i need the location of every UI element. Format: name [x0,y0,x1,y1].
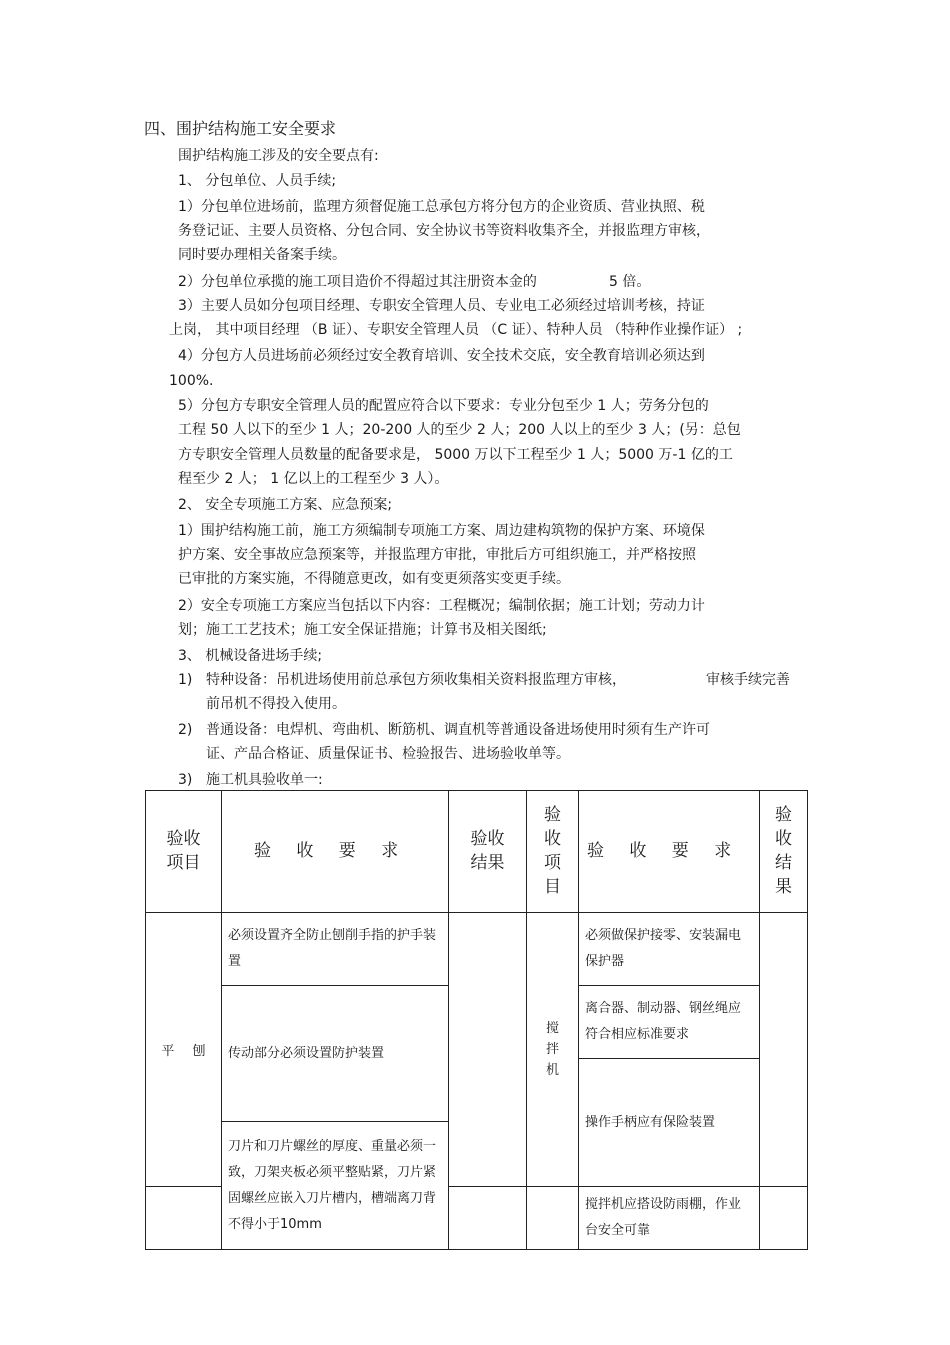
item1-p5-line: 5）分包方专职安全管理人员的配置应符合以下要求：专业分包至少 1 人；劳务分包的 [178,398,709,414]
item2-p1-line: 护方案、安全事故应急预案等，并报监理方审批，审批后方可组织施工，并严格按照 [178,547,696,563]
header-item-2: 验收项目 [527,791,579,913]
item1-p1-line: 同时要办理相关备案手续。 [178,247,346,263]
planer-result [449,913,527,1187]
header-requirement-2: 验 收 要 求 [579,791,760,913]
item1-p4-line: 4）分包方人员进场前必须经过安全教育培训、安全技术交底，安全教育培训必须达到 [178,348,705,364]
header-result-2: 验收结果 [760,791,808,913]
item3-p1-text-tail: 审核手续完善 [706,672,790,688]
header-result: 验收结果 [449,791,527,913]
item1-p2-multiple: 5 倍。 [609,274,651,290]
item3-p2-text-cont: 证、产品合格证、质量保证书、检验报告、进场验收单等。 [206,746,570,762]
item1-p2-text: 2）分包单位承揽的施工项目造价不得超过其注册资本金的 [178,274,537,290]
planer-requirement: 传动部分必须设置防护装置 [222,986,449,1122]
item1-p4-line: 100%. [169,373,214,389]
item3-p1-text-cont: 前吊机不得投入使用。 [206,696,346,712]
item1-p5-line: 程至少 2 人； 1 亿以上的工程至少 3 人）。 [178,471,449,487]
item1-p3-line: 3）主要人员如分包项目经理、专职安全管理人员、专业电工必须经过培训考核，持证 [178,298,705,314]
table-row [146,913,808,986]
item2-title: 2、 安全专项施工方案、应急预案; [178,497,393,513]
item1-p1-line: 1）分包单位进场前，监理方须督促施工总承包方将分包方的企业资质、营业执照、税 [178,199,705,215]
item3-p1-num: 1) [178,672,193,688]
mixer-requirement: 操作手柄应有保险装置 [579,1059,760,1187]
machine-name-planer: 平 刨 [146,913,222,1187]
item3-p1-text: 特种设备：吊机进场使用前总承包方须收集相关资料报监理方审核， [206,672,626,688]
item3-p2-num: 2) [178,722,193,738]
planer-requirement: 必须设置齐全防止刨削手指的护手装置 [222,913,449,986]
planer-requirement: 刀片和刀片螺丝的厚度、重量必须一致，刀架夹板必须平整贴紧，刀片紧固螺丝应嵌入刀片槽内，槽端离刀背不得小于10mm [222,1122,449,1250]
item2-p1-line: 已审批的方案实施，不得随意更改，如有变更须落实变更手续。 [178,571,570,587]
table-empty-cell [449,1187,527,1250]
item2-p2-line: 划；施工工艺技术；施工安全保证措施；计算书及相关图纸; [178,622,547,638]
item1-p1-line: 务登记证、主要人员资格、分包合同、安全协议书等资料收集齐全，并报监理方审核， [178,223,710,239]
mixer-requirement: 必须做保护接零、安装漏电保护器 [579,913,760,986]
table-empty-cell [760,1187,808,1250]
mixer-requirement: 搅拌机应搭设防雨棚，作业台安全可靠 [579,1187,760,1250]
item1-p3-line: 上岗， 其中项目经理 （B 证）、专职安全管理人员 （C 证）、特种人员 （特种作业操作证） ; [169,322,743,338]
item1-p5-line: 方专职安全管理人员数量的配备要求是， 5000 万以下工程至少 1 人；5000 万-1 亿的工 [178,447,733,463]
table-empty-cell [146,1187,222,1250]
item2-p1-line: 1）围护结构施工前，施工方须编制专项施工方案、周边建构筑物的保护方案、环境保 [178,523,705,539]
acceptance-table [145,790,808,1250]
table-empty-cell [527,1187,579,1250]
mixer-result [760,913,808,1187]
header-item: 验收项目 [146,791,222,913]
item3-title: 3、 机械设备进场手续; [178,648,323,664]
intro-text: 围护结构施工涉及的安全要点有: [178,148,379,164]
machine-name-mixer: 搅拌机 [527,913,579,1187]
section-title: 四、围护结构施工安全要求 [144,119,337,138]
item1-p5-line: 工程 50 人以下的至少 1 人；20-200 人的至少 2 人；200 人以上的至少 3 人；(另：总包 [178,422,741,438]
table-header-row [146,791,808,913]
item3-p2-text: 普通设备：电焊机、弯曲机、断筋机、调直机等普通设备进场使用时须有生产许可 [206,722,710,738]
header-requirement: 验 收 要 求 [222,791,449,913]
item3-p3-text: 施工机具验收单一: [206,772,323,788]
item3-p3-num: 3) [178,772,193,788]
mixer-requirement: 离合器、制动器、钢丝绳应符合相应标准要求 [579,986,760,1059]
item2-p2-line: 2）安全专项施工方案应当包括以下内容：工程概况；编制依据；施工计划；劳动力计 [178,598,705,614]
item1-title: 1、 分包单位、人员手续; [178,173,337,189]
